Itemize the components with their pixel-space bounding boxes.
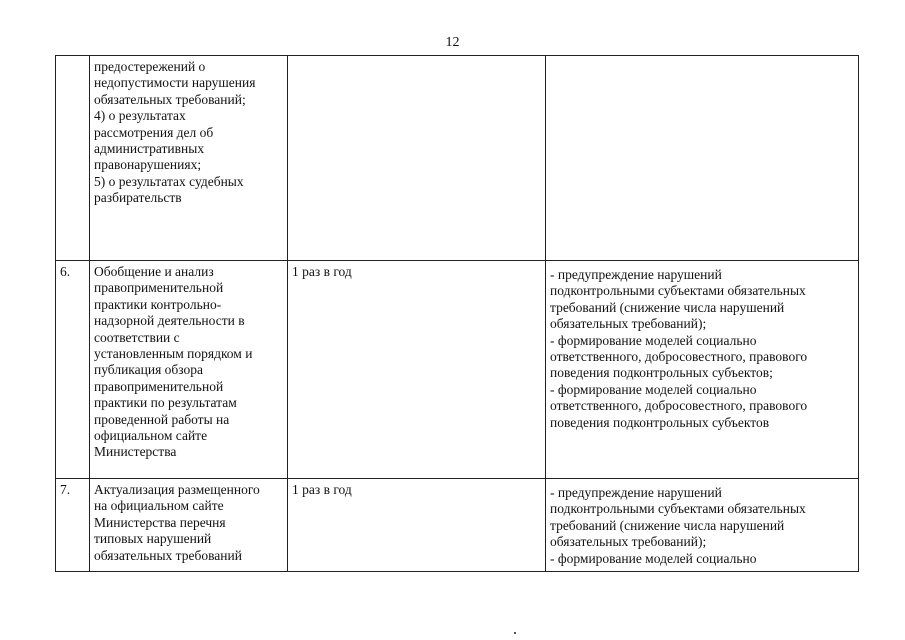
text-line: правоприменительной <box>94 280 224 296</box>
text-line: поведения подконтрольных субъектов; <box>550 365 773 381</box>
text-line: установленным порядком и <box>94 346 253 362</box>
period-cell <box>288 56 546 261</box>
text-line: Актуализация размещенного <box>94 482 260 497</box>
text-line: - предупреждение нарушений <box>550 485 722 500</box>
text-line: Министерства <box>94 444 177 460</box>
table-row <box>56 479 859 572</box>
text-line: Министерства перечня <box>94 514 226 530</box>
text-line: на официальном сайте <box>94 498 224 514</box>
text-line: - предупреждение нарушений <box>550 267 722 282</box>
result-cell <box>546 479 859 572</box>
text-line: практики по результатам <box>94 395 237 411</box>
text-line: 4) о результатах <box>94 108 186 124</box>
row-number-cell: 7. <box>56 479 90 572</box>
result-cell <box>546 56 859 261</box>
text-line: практики контрольно- <box>94 296 222 312</box>
text-line: надзорной деятельности в <box>94 313 245 329</box>
text-line: обязательных требований; <box>94 91 246 107</box>
text-line: ответственного, добросовестного, правового <box>550 398 808 414</box>
text-line: недопустимости нарушения <box>94 75 256 91</box>
measure-name-cell <box>90 261 288 479</box>
text-line: правонарушениях; <box>94 157 202 173</box>
text-line: обязательных требований); <box>550 316 707 332</box>
text-line: проведенной работы на <box>94 411 230 427</box>
page-number: 12 <box>445 35 460 50</box>
text-line: - формирование моделей социально <box>550 332 757 348</box>
measure-name-cell <box>90 56 288 261</box>
text-line: правоприменительной <box>94 378 224 394</box>
period-cell: 1 раз в год <box>288 261 546 479</box>
text-line: поведения подконтрольных субъектов <box>550 414 770 430</box>
text-line: подконтрольными субъектами обязательных <box>550 501 806 517</box>
table-row <box>56 261 859 479</box>
text-line: обязательных требований <box>94 547 242 563</box>
row-number-cell <box>56 56 90 261</box>
text-line: обязательных требований); <box>550 534 707 550</box>
text-line: ответственного, добросовестного, правового <box>550 349 808 365</box>
text-line: разбирательств <box>94 190 182 206</box>
scan-speck <box>514 632 516 634</box>
measures-table <box>55 55 859 572</box>
text-line: публикация обзора <box>94 362 204 378</box>
text-line: типовых нарушений <box>94 531 212 547</box>
text-line: рассмотрения дел об <box>94 124 214 140</box>
period-cell: 1 раз в год <box>288 479 546 572</box>
table-row <box>56 56 859 261</box>
text-line: - формирование моделей социально <box>550 550 757 566</box>
text-line: соответствии с <box>94 329 180 345</box>
row-number-cell: 6. <box>56 261 90 479</box>
text-line: официальном сайте <box>94 428 208 444</box>
text-line: 5) о результатах судебных <box>94 173 244 189</box>
text-line: подконтрольными субъектами обязательных <box>550 283 806 299</box>
measure-name-cell <box>90 479 288 572</box>
text-line: требований (снижение числа нарушений <box>550 517 785 533</box>
result-cell <box>546 261 859 479</box>
text-line: - формирование моделей социально <box>550 381 757 397</box>
text-line: требований (снижение числа нарушений <box>550 299 785 315</box>
text-line: Обобщение и анализ <box>94 264 214 279</box>
text-line: предостережений о <box>94 59 206 74</box>
text-line: административных <box>94 141 205 157</box>
